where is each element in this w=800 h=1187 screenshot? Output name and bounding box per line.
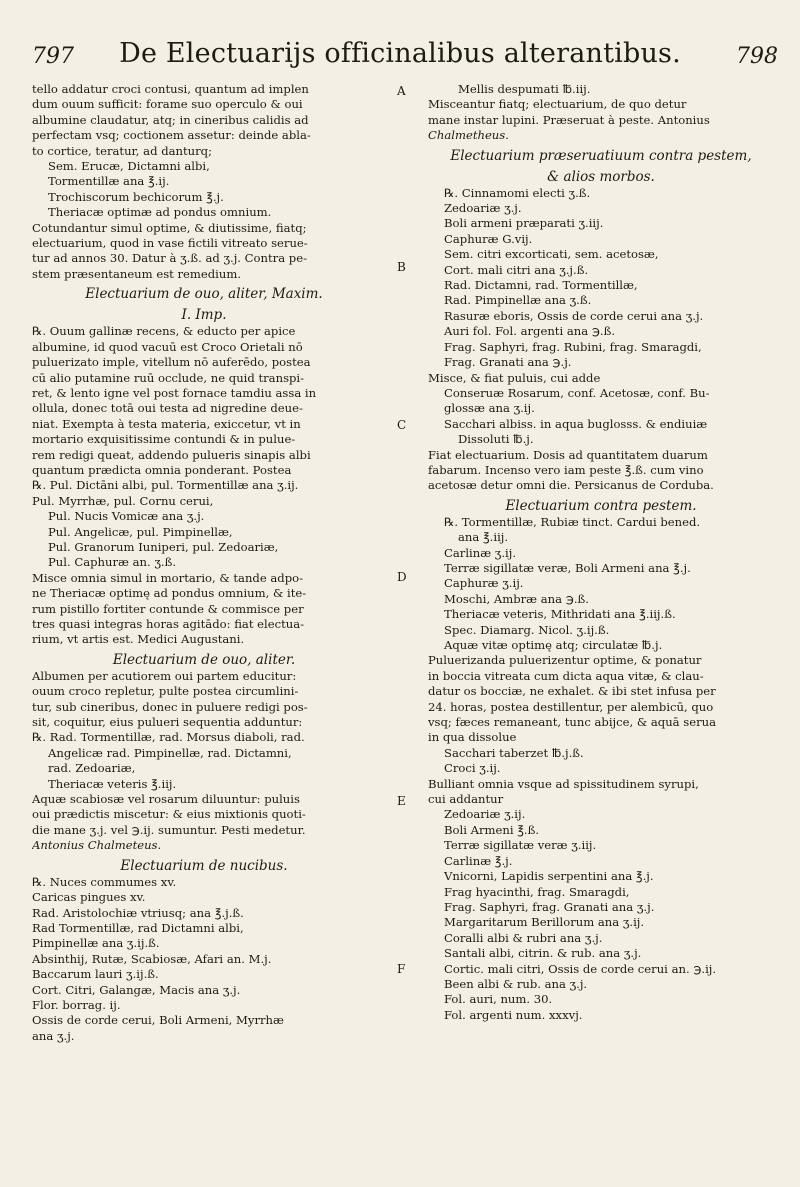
text-line: rad. Zedoariæ, bbox=[48, 761, 136, 776]
text-line: ℞. Nuces commumes xv. bbox=[32, 874, 177, 889]
text-line: Cort. Citri, Galangæ, Macis ana ʒ.j. bbox=[32, 982, 241, 997]
text-line: niat. Exempta à testa materia, exiccetur, vt in bbox=[32, 416, 301, 431]
text-line: ret, & lento igne vel post fornace tamdiu assa in bbox=[32, 385, 317, 400]
text-line: Santali albi, citrin. & rub. ana ʒ.j. bbox=[444, 946, 642, 961]
text-line: Aquæ vitæ optimę atq; circulatæ ℔.j. bbox=[444, 638, 663, 652]
text-line: Boli Armeni ℥.ß. bbox=[444, 822, 540, 837]
text-line: Pul. Caphuræ an. ʒ.ß. bbox=[48, 555, 177, 570]
text-line: Fiat electuarium. Dosis ad quantitatem duarum bbox=[428, 447, 708, 462]
text-line: ana ʒ.j. bbox=[32, 1028, 75, 1043]
text-line: in qua dissolue bbox=[428, 730, 517, 745]
text-line: Theriacæ veteris, Mithridati ana ℥.iij.ß. bbox=[444, 607, 676, 622]
margin-letter: E bbox=[397, 794, 406, 808]
text-line: ana ℥.iij. bbox=[458, 530, 509, 545]
running-header bbox=[28, 38, 778, 78]
text-line: Rad. Pimpinellæ ana ʒ.ß. bbox=[444, 293, 592, 308]
text-line: cui addantur bbox=[428, 792, 504, 807]
text-line: tello addatur croci contusi, quantum ad implen bbox=[32, 82, 309, 96]
text-line: dum ouum sufficit: forame suo operculo & oui bbox=[32, 97, 303, 112]
text-line: ℞. Tormentillæ, Rubiæ tinct. Cardui bened. bbox=[444, 514, 701, 529]
text-line: Flor. borrag. ij. bbox=[32, 997, 121, 1012]
margin-letter: C bbox=[397, 418, 407, 432]
text-line: tur, sub cineribus, donec in puluere redigi pos- bbox=[32, 699, 308, 714]
text-line: Carlinæ ʒ.ij. bbox=[444, 545, 517, 560]
text-line: fabarum. Incenso vero iam peste ℥.ß. cum vino bbox=[428, 462, 704, 477]
section-heading: Electuarium contra pestem. bbox=[505, 497, 697, 514]
text-line: Tormentillæ ana ℥.ij. bbox=[48, 174, 170, 189]
text-line: Moschi, Ambræ ana ℈.ß. bbox=[444, 591, 589, 606]
text-line: albumine claudatur, atq; in cineribus calidis ad bbox=[32, 112, 309, 127]
text-line: rium, vt artis est. Medici Augustani. bbox=[32, 632, 245, 647]
text-line: Sem. citri excorticati, sem. acetosæ, bbox=[444, 247, 659, 262]
text-line: Rad. Dictamni, rad. Tormentillæ, bbox=[444, 278, 638, 293]
text-line: Misceantur fiatq; electuarium, de quo detur bbox=[428, 97, 687, 112]
text-line: ne Theriacæ optimę ad pondus omnium, & ite- bbox=[32, 586, 307, 601]
text-line: Fol. argenti num. xxxvj. bbox=[444, 1007, 583, 1022]
text-line: Misce, & fiat puluis, cui adde bbox=[428, 370, 601, 385]
text-line: quantum prædicta omnia ponderant. Postea bbox=[32, 462, 292, 477]
section-heading: Electuarium de nucibus. bbox=[120, 857, 288, 874]
text-line: perfectam vsq; coctionem assetur: deinde abla- bbox=[32, 128, 311, 143]
text-line: Rasuræ eboris, Ossis de corde cerui ana ʒ.j. bbox=[444, 308, 704, 323]
text-line: Fol. auri, num. 30. bbox=[444, 992, 553, 1007]
page-number-right: 798 bbox=[736, 44, 778, 69]
text-line: acetosæ detur omni die. Persicanus de Corduba. bbox=[428, 478, 714, 493]
running-title: De Electuarijs officinalibus alterantibus. bbox=[119, 38, 681, 69]
text-line: Caphuræ G.vij. bbox=[444, 231, 533, 246]
margin-letter: D bbox=[397, 570, 407, 584]
text-line: Vnicorni, Lapidis serpentini ana ℥.j. bbox=[444, 869, 654, 884]
text-line: ℞. Rad. Tormentillæ, rad. Morsus diaboli, rad. bbox=[32, 730, 305, 745]
text-line: Terræ sigillatæ veræ ʒ.iij. bbox=[444, 838, 597, 853]
text-line: Dissoluti ℔.j. bbox=[458, 432, 534, 447]
text-line: Croci ʒ.ij. bbox=[444, 761, 501, 776]
text-line: tur ad annos 30. Datur à ʒ.ß. ad ʒ.j. Contra pe- bbox=[32, 251, 307, 266]
section-heading: Electuarium de ouo, aliter. bbox=[112, 651, 296, 668]
text-line: albumine, id quod vacuū est Croco Orietali nō bbox=[32, 339, 303, 354]
text-line: rum pistillo fortiter contunde & commisce per bbox=[32, 601, 304, 616]
text-line: Caricas pingues xv. bbox=[32, 890, 146, 905]
text-line: sit, coquitur, eius pulueri sequentia adduntur: bbox=[32, 715, 303, 730]
section-heading: Electuarium præseruatiuum contra pestem, bbox=[450, 147, 752, 164]
text-line: Sem. Erucæ, Dictamni albi, bbox=[48, 159, 210, 174]
text-line: tres quasi integras horas agitādo: fiat electua- bbox=[32, 617, 305, 631]
text-line: ouum croco repletur, pulte postea circumlini- bbox=[32, 684, 299, 699]
text-line: Bulliant omnia vsque ad spissitudinem syrupi, bbox=[428, 776, 699, 791]
text-line: Cotundantur simul optime, & diutissime, fiatq; bbox=[32, 220, 307, 235]
text-line: Theriacæ veteris ℥.iij. bbox=[48, 776, 177, 791]
text-line: Boli armeni præparati ʒ.iij. bbox=[444, 216, 604, 231]
text-line: Misce omnia simul in mortario, & tande adpo- bbox=[32, 570, 304, 585]
text-line: Trochiscorum bechicorum ℥.j. bbox=[48, 189, 224, 204]
text-line: mane instar lupini. Præseruat à peste. Antonius bbox=[428, 112, 710, 127]
text-line: ℞. Cinnamomi electi ʒ.ß. bbox=[444, 185, 591, 200]
text-line: Sacchari taberzet ℔.j.ß. bbox=[444, 745, 584, 760]
section-heading: Electuarium de ouo, aliter, Maxim. bbox=[85, 286, 323, 303]
text-line: Angelicæ rad. Pimpinellæ, rad. Dictamni, bbox=[48, 745, 292, 760]
text-line: Carlinæ ℥.j. bbox=[444, 853, 513, 868]
text-line: Absinthij, Rutæ, Scabiosæ, Afari an. M.j. bbox=[32, 951, 272, 966]
text-line: datur os bocciæ, ne exhalet. & ibi stet infusa per bbox=[428, 684, 716, 699]
text-line: Aquæ scabiosæ vel rosarum diluuntur: puluis bbox=[32, 792, 300, 807]
text-line: Terræ sigillatæ veræ, Boli Armeni ana ℥.j. bbox=[444, 560, 691, 575]
text-line: oui prædictis miscetur: & eius mixtionis quoti- bbox=[32, 807, 306, 822]
text-line: glossæ ana ʒ.ij. bbox=[444, 401, 535, 416]
text-line: Zedoariæ ʒ.ij. bbox=[444, 807, 526, 822]
text-line: Caphuræ ʒ.ij. bbox=[444, 576, 524, 591]
margin-letter: A bbox=[397, 84, 406, 98]
text-line: vsq; fæces remaneant, tunc abijce, & aquā serua bbox=[428, 715, 717, 730]
text-line: in boccia vitreata cum dicta aqua vitæ, & clau- bbox=[428, 668, 704, 683]
right-column bbox=[428, 82, 774, 1162]
text-line: electuarium, quod in vase fictili vitreato serue- bbox=[32, 236, 308, 251]
text-line: ℞. Ouum gallinæ recens, & educto per apice bbox=[32, 324, 296, 339]
text-line: Spec. Diamarg. Nicol. ʒ.ij.ß. bbox=[444, 622, 610, 637]
text-line: Pul. Angelicæ, pul. Pimpinellæ, bbox=[48, 524, 233, 539]
text-line: Margaritarum Berillorum ana ʒ.ij. bbox=[444, 915, 645, 930]
text-line: Ossis de corde cerui, Boli Armeni, Myrrhæ bbox=[32, 1013, 284, 1028]
text-line: Rad Tormentillæ, rad Dictamni albi, bbox=[32, 920, 244, 935]
section-heading: I. Imp. bbox=[181, 307, 227, 324]
text-line: Auri fol. Fol. argenti ana ℈.ß. bbox=[444, 324, 616, 339]
text-line: Antonius Chalmeteus. bbox=[32, 838, 162, 853]
text-line: Pul. Granorum Iuniperi, pul. Zedoariæ, bbox=[48, 539, 279, 554]
text-line: Cortic. mali citri, Ossis de corde cerui an. ℈.ij. bbox=[444, 961, 717, 976]
text-line: Theriacæ optimæ ad pondus omnium. bbox=[48, 205, 272, 220]
text-line: puluerizato imple, vitellum nō auferēdo, postea bbox=[32, 355, 311, 370]
text-line: die mane ʒ.j. vel ℈.ij. sumuntur. Pesti medetur. bbox=[32, 822, 306, 837]
text-line: rem redigi queat, addendo pulueris sinapis albi bbox=[32, 447, 311, 462]
text-line: cū alio putamine ruū occlude, ne quid transpi- bbox=[32, 370, 305, 385]
text-line: Baccarum lauri ʒ.ij.ß. bbox=[32, 967, 159, 982]
text-line: Zedoariæ ʒ.j. bbox=[444, 201, 522, 216]
text-line: Frag. Saphyri, frag. Rubini, frag. Smaragdi, bbox=[444, 339, 702, 354]
text-line: Frag hyacinthi, frag. Smaragdi, bbox=[444, 884, 630, 899]
text-line: Coralli albi & rubri ana ʒ.j. bbox=[444, 930, 603, 945]
text-line: Been albi & rub. ana ʒ.j. bbox=[444, 976, 588, 991]
margin-letter: B bbox=[397, 260, 406, 274]
text-line: stem præsentaneum est remedium. bbox=[32, 266, 242, 281]
margin-letter: F bbox=[397, 962, 406, 976]
text-line: to cortice, teratur, ad danturq; bbox=[32, 143, 212, 158]
text-line: ℞. Pul. Dictāni albi, pul. Tormentillæ ana ʒ.ij. bbox=[32, 478, 299, 493]
text-line: Chalmetheus. bbox=[428, 128, 509, 143]
text-line: 24. horas, postea destillentur, per alembicū, quo bbox=[428, 699, 714, 714]
section-heading: & alios morbos. bbox=[547, 168, 655, 185]
margin-letters bbox=[397, 82, 417, 1162]
page-number-left: 797 bbox=[32, 44, 74, 69]
text-line: Rad. Aristolochiæ vtriusq; ana ℥.j.ß. bbox=[32, 905, 244, 920]
text-line: Frag. Granati ana ℈.j. bbox=[444, 355, 572, 370]
text-line: Pul. Myrrhæ, pul. Cornu cerui, bbox=[32, 493, 214, 508]
text-line: Frag. Saphyri, frag. Granati ana ʒ.j. bbox=[444, 899, 655, 914]
text-line: Pimpinellæ ana ʒ.ij.ß. bbox=[32, 936, 160, 951]
text-line: Mellis despumati ℔.iij. bbox=[458, 82, 591, 96]
text-line: Cort. mali citri ana ʒ.j.ß. bbox=[444, 262, 589, 277]
text-line: ollula, donec totā oui testa ad nigredine deue- bbox=[32, 401, 303, 416]
left-column bbox=[32, 82, 376, 1162]
text-line: Puluerizanda puluerizentur optime, & ponatur bbox=[428, 653, 702, 668]
text-line: Sacchari albiss. in aqua buglosss. & endiuiæ bbox=[444, 416, 708, 431]
text-line: mortario exquisitissime contundi & in pulue- bbox=[32, 432, 296, 447]
text-line: Albumen per acutiorem oui partem educitur: bbox=[32, 668, 297, 683]
text-line: Conseruæ Rosarum, conf. Acetosæ, conf. Bu- bbox=[444, 385, 710, 400]
text-line: Pul. Nucis Vomicæ ana ʒ.j. bbox=[48, 509, 205, 524]
